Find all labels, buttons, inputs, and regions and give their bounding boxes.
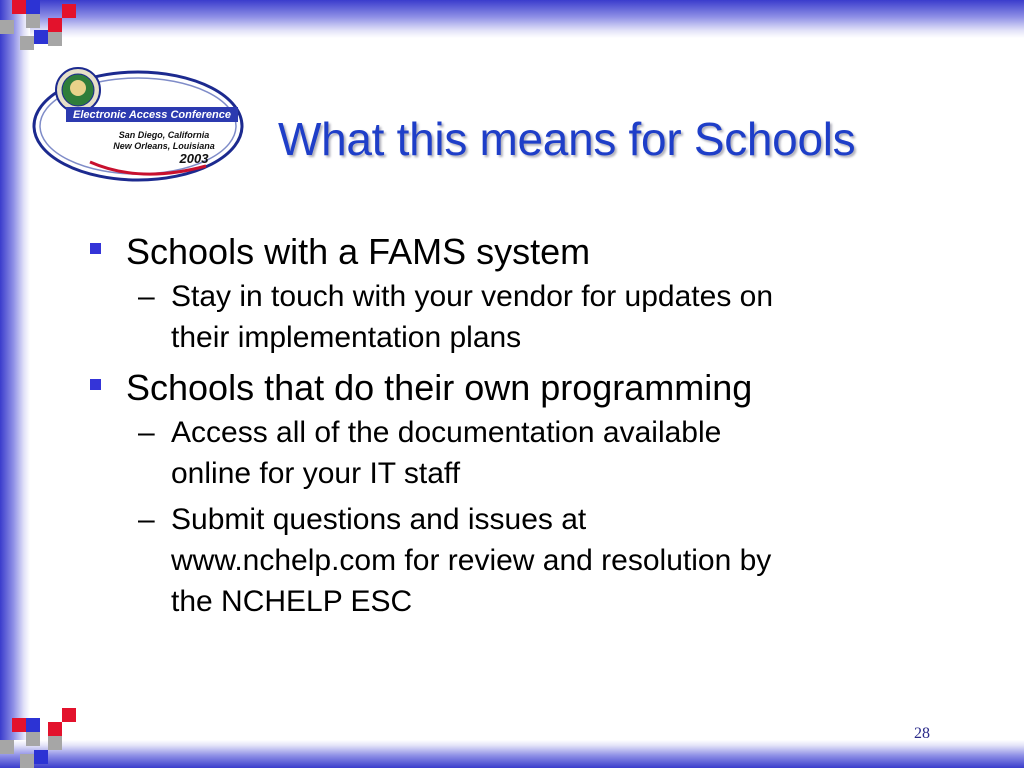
checker-square [26, 14, 40, 28]
checker-square [34, 750, 48, 764]
sub-bullet-item [138, 412, 988, 494]
bullet-item [88, 364, 988, 412]
conference-logo-icon [30, 62, 260, 187]
checker-square [26, 0, 40, 14]
checker-square [26, 732, 40, 746]
sub-bullet-item [138, 499, 988, 622]
bullet-text: Schools with a FAMS system [126, 231, 591, 272]
checker-square [0, 740, 14, 754]
bullet-text: Schools that do their own programming [126, 367, 753, 408]
top-gradient-band [0, 0, 1024, 38]
sub-bullet-line: the NCHELP ESC [171, 585, 413, 618]
logo-year: 2003 [179, 151, 209, 166]
dash-marker: – [138, 416, 155, 449]
sub-bullet-line: their implementation plans [171, 321, 522, 354]
checker-square [48, 722, 62, 736]
bullet-list [88, 228, 988, 622]
bottom-gradient-band [0, 740, 1024, 768]
checker-square [26, 718, 40, 732]
checker-square [34, 30, 48, 44]
checker-square [20, 754, 34, 768]
bullet-square-icon [90, 379, 101, 390]
checker-square [48, 32, 62, 46]
checker-square [12, 718, 26, 732]
left-gradient-band [0, 0, 30, 768]
checker-square [62, 4, 76, 18]
slide-title: What this means for Schools [278, 113, 856, 165]
checker-square [48, 18, 62, 32]
bullet-square-icon [90, 243, 101, 254]
sub-bullet-line: www.nchelp.com for review and resolution by [171, 544, 772, 577]
logo-location-1: San Diego, California [118, 130, 210, 140]
dash-marker: – [138, 503, 155, 536]
checker-square [62, 708, 76, 722]
checker-square [20, 36, 34, 50]
checker-square [48, 736, 62, 750]
checker-square [12, 0, 26, 14]
sub-bullet-item [138, 276, 988, 358]
checker-square [0, 20, 14, 34]
sub-bullet-line: Submit questions and issues at [171, 503, 587, 536]
logo-conference-name: Electronic Access Conference [73, 109, 231, 121]
dash-marker: – [138, 280, 155, 313]
sub-bullet-line: online for your IT staff [171, 457, 461, 490]
sub-bullet-line: Access all of the documentation available [171, 416, 722, 449]
bullet-item [88, 228, 988, 276]
sub-bullet-line: Stay in touch with your vendor for updates on [171, 280, 774, 313]
slide-number: 28 [914, 725, 930, 742]
logo-location-2: New Orleans, Louisiana [113, 141, 215, 151]
